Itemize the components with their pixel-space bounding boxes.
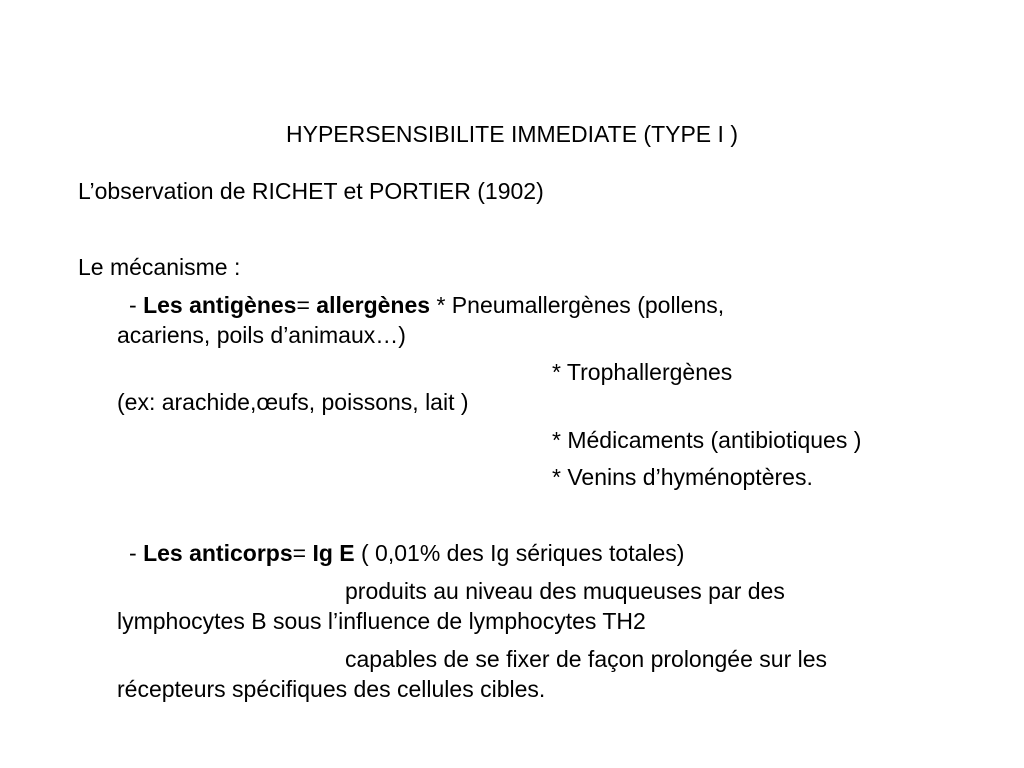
antibodies-detail: ( 0,01% des Ig sériques totales) [354,540,685,566]
pneumallergenes-item: * Pneumallergènes (pollens, [430,292,725,318]
pneumallergenes-continuation: acariens, poils d’animaux…) [117,322,406,348]
antigens-equals: = [296,292,317,318]
antibodies-value: Ig E [312,540,355,566]
antibodies-equals: = [292,540,313,566]
antibodies-bullet-line [129,538,684,568]
production-paragraph-first: produits au niveau des muqueuses par des [345,578,785,604]
antigens-bullet-line [129,290,724,320]
trophallergenes-examples: (ex: arachide,œufs, poissons, lait ) [117,389,469,415]
venins-item: * Venins d’hyménoptères. [552,464,813,490]
trophallergenes-item: * Trophallergènes [552,359,733,385]
mechanism-heading: Le mécanisme : [78,254,241,280]
observation-line: L’observation de RICHET et PORTIER (1902) [78,178,544,204]
antibodies-dash: - [129,540,144,566]
fixation-paragraph-rest: récepteurs spécifiques des cellules cibles. [117,676,546,702]
antigens-label: Les antigènes [143,292,297,318]
antigens-dash: - [129,292,144,318]
antigens-value: allergènes [316,292,431,318]
antibodies-label: Les anticorps [143,540,293,566]
fixation-paragraph-first: capables de se fixer de façon prolongée sur les [345,646,828,672]
slide-title: HYPERSENSIBILITE IMMEDIATE (TYPE I ) [286,121,738,147]
production-paragraph-rest: lymphocytes B sous l’influence de lymphocytes TH2 [117,608,646,634]
medicaments-item: * Médicaments (antibiotiques ) [552,427,862,453]
